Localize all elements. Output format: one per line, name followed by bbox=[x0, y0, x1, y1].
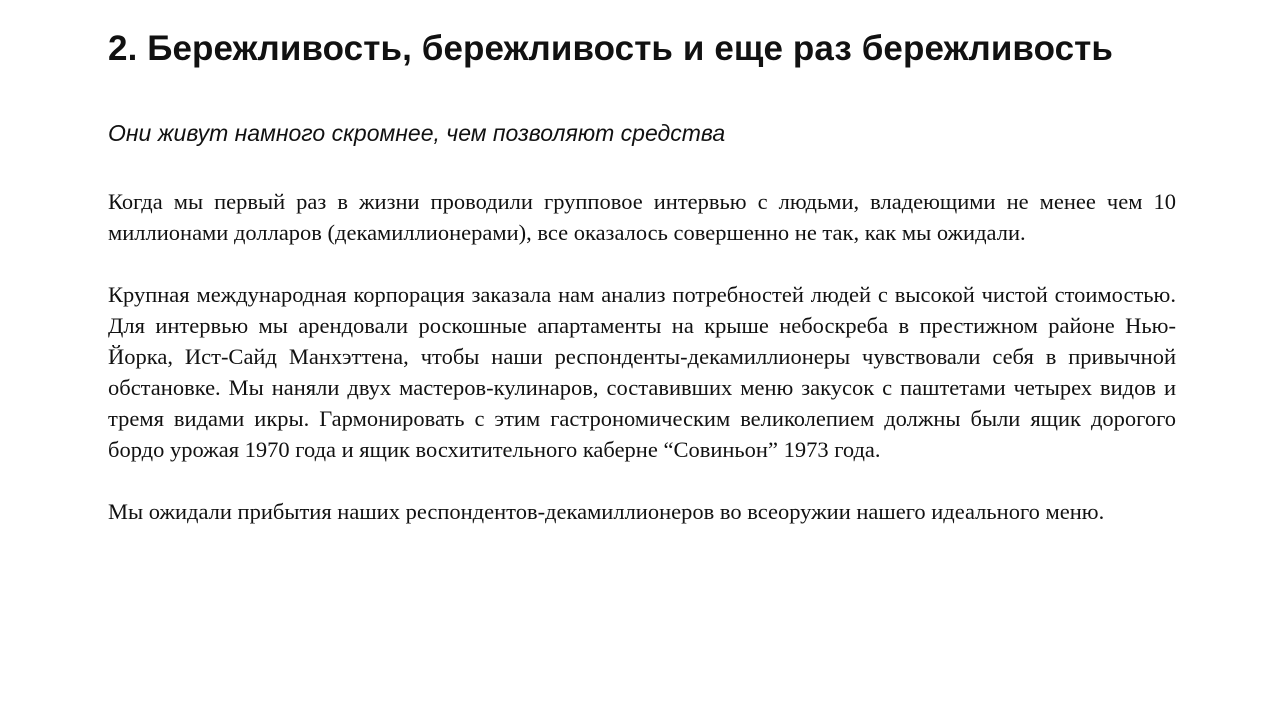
paragraph: Крупная международная корпорация заказала нам анализ потребностей людей с высокой чистой стоимостью. Для интервью мы арендовали роскошные апартаменты на крыше небоскреба в престижном районе Нью-Йорка, Ист-Сайд Манхэттена, чтобы наши респонденты-декамиллионеры чувствовали себя в привычной обстановке. Мы наняли двух мастеров-кулинаров, составивших меню закусок с паштетами четырех видов и тремя видами икры. Гармонировать с этим гастрономическим великолепием должны были ящик дорогого бордо урожая 1970 года и ящик восхитительного каберне “Совиньон” 1973 года. bbox=[108, 282, 1176, 462]
document-page bbox=[108, 0, 1176, 720]
chapter-title: 2. Бережливость, бережливость и еще раз бережливость bbox=[108, 29, 1114, 68]
paragraph: Когда мы первый раз в жизни проводили групповое интервью с людьми, владеющими не менее чем 10 миллионами долларов (декамиллионерами), все оказалось совершенно не так, как мы ожидали. bbox=[108, 189, 1176, 245]
chapter-subtitle: Они живут намного скромнее, чем позволяют средства bbox=[108, 120, 726, 146]
paragraph: Мы ожидали прибытия наших респондентов-декамиллионеров во всеоружии нашего идеального меню. bbox=[108, 499, 1105, 524]
